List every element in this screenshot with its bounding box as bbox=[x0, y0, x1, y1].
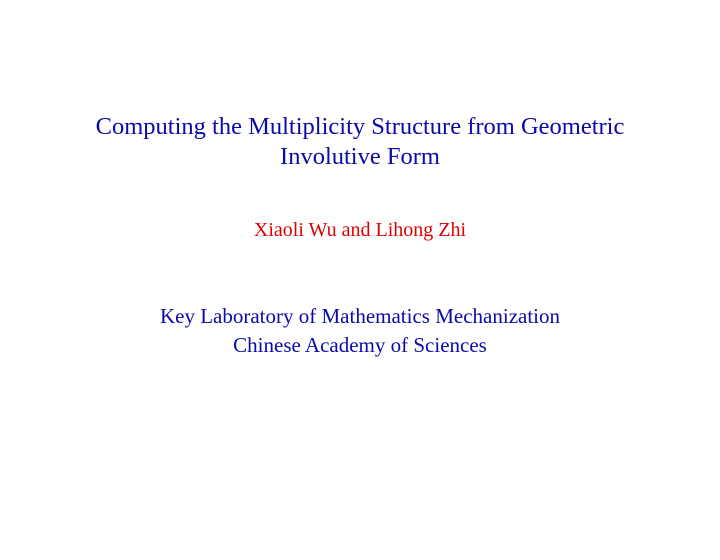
title-line-1: Computing the Multiplicity Structure from Geometric bbox=[95, 113, 625, 140]
title-line-2: Involutive Form bbox=[280, 143, 440, 170]
affiliation bbox=[0, 302, 720, 360]
authors: Xiaoli Wu and Lihong Zhi bbox=[253, 219, 467, 241]
slide-title bbox=[0, 112, 720, 172]
affiliation-line-2: Chinese Academy of Sciences bbox=[233, 333, 487, 357]
affiliation-line-1: Key Laboratory of Mathematics Mechanization bbox=[159, 304, 560, 328]
